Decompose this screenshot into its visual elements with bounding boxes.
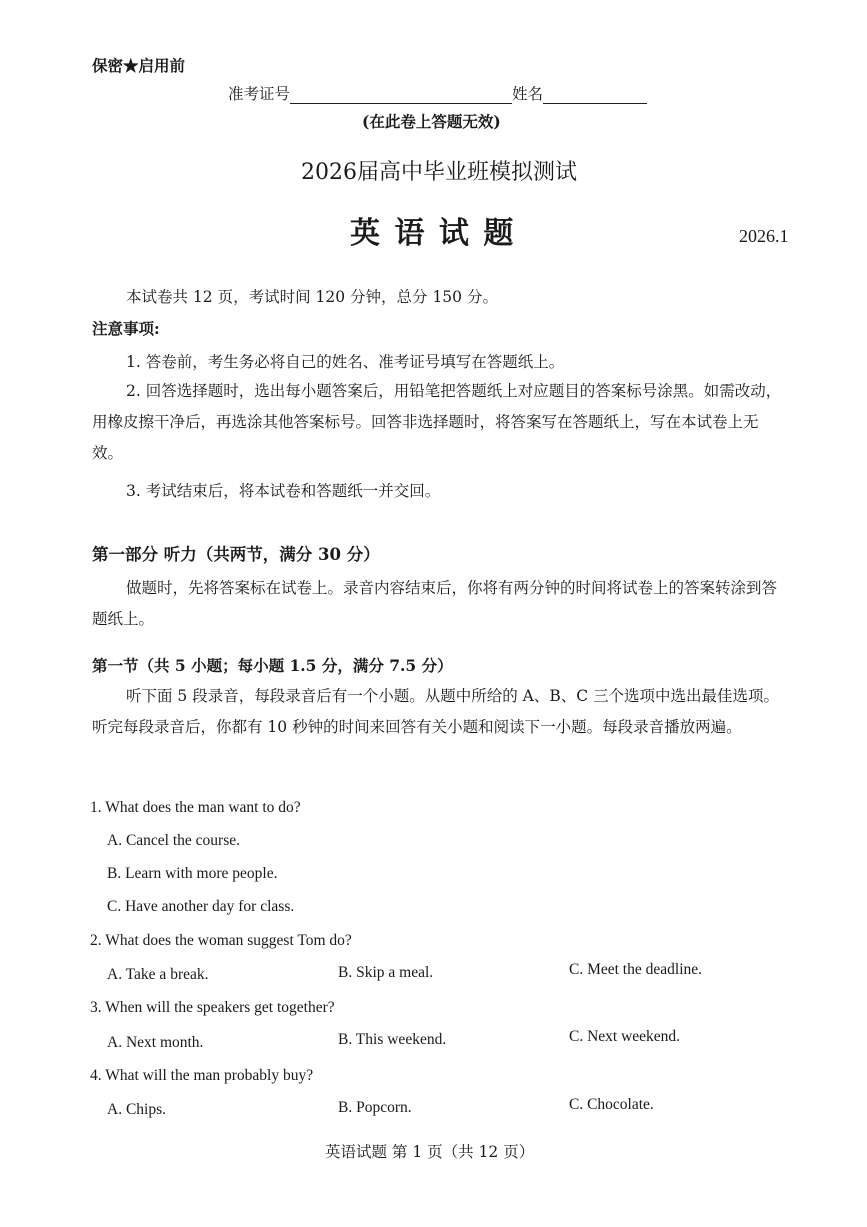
option-1a: A. Cancel the course. — [107, 832, 240, 849]
name-field[interactable] — [543, 85, 647, 104]
exam-summary: 本试卷共 12 页，考试时间 120 分钟，总分 150 分。 — [126, 288, 498, 306]
exam-info-line — [228, 82, 647, 104]
note-item: 3. 考试结束后，将本试卷和答题纸一并交回。 — [126, 482, 441, 500]
section1-heading: 第一节（共 5 小题；每小题 1.5 分，满分 7.5 分） — [92, 656, 453, 675]
option-2c: C. Meet the deadline. — [569, 961, 702, 978]
note-item: 2. 回答选择题时，选出每小题答案后，用铅笔把答题纸上对应题目的答案标号涂黑。如需改动，用橡皮擦干净后，再选涂其他答案标号。回答非选择题时，将答案写在答题纸上，写在本试卷上无效。 — [92, 382, 782, 462]
option-2b: B. Skip a meal. — [338, 964, 434, 981]
page-footer: 英语试题 第 1 页（共 12 页） — [325, 1143, 535, 1161]
option-3a: A. Next month. — [107, 1034, 204, 1051]
option-4b: B. Popcorn. — [338, 1099, 412, 1116]
page-title: 英 语 试 题 — [350, 216, 516, 251]
notes-title: 注意事项: — [92, 319, 160, 338]
name-label: 姓名 — [512, 85, 544, 103]
option-4c: C. Chocolate. — [569, 1096, 654, 1113]
question-3: 3. When will the speakers get together? — [90, 999, 335, 1016]
invalid-note: (在此卷上答题无效) — [362, 112, 501, 131]
option-3b: B. This weekend. — [338, 1031, 447, 1048]
exam-number-label: 准考证号 — [228, 85, 291, 103]
exam-date: 2026.1 — [739, 226, 789, 246]
option-1b: B. Learn with more people. — [107, 865, 278, 882]
exam-subtitle: 2026届高中毕业班模拟测试 — [301, 160, 577, 185]
option-3c: C. Next weekend. — [569, 1028, 681, 1045]
question-2: 2. What does the woman suggest Tom do? — [90, 932, 352, 949]
question-1: 1. What does the man want to do? — [90, 799, 301, 816]
confidential-label: 保密★启用前 — [92, 56, 186, 75]
note-item: 1. 答卷前，考生务必将自己的姓名、准考证号填写在答题纸上。 — [126, 353, 565, 371]
part1-instruction: 做题时，先将答案标在试卷上。录音内容结束后，你将有两分钟的时间将试卷上的答案转涂到答题纸上。 — [92, 579, 778, 628]
option-2a: A. Take a break. — [107, 966, 209, 983]
section1-instruction: 听下面 5 段录音，每段录音后有一个小题。从题中所给的 A、B、C 三个选项中选出最佳选项。听完每段录音后，你都有 10 秒钟的时间来回答有关小题和阅读下一小题。每段录音播放两遍。 — [92, 687, 780, 736]
option-4a: A. Chips. — [107, 1101, 166, 1118]
part1-heading: 第一部分 听力（共两节，满分 30 分） — [92, 545, 380, 564]
question-4: 4. What will the man probably buy? — [90, 1067, 314, 1084]
option-1c: C. Have another day for class. — [107, 898, 295, 915]
exam-number-field[interactable] — [290, 85, 512, 104]
